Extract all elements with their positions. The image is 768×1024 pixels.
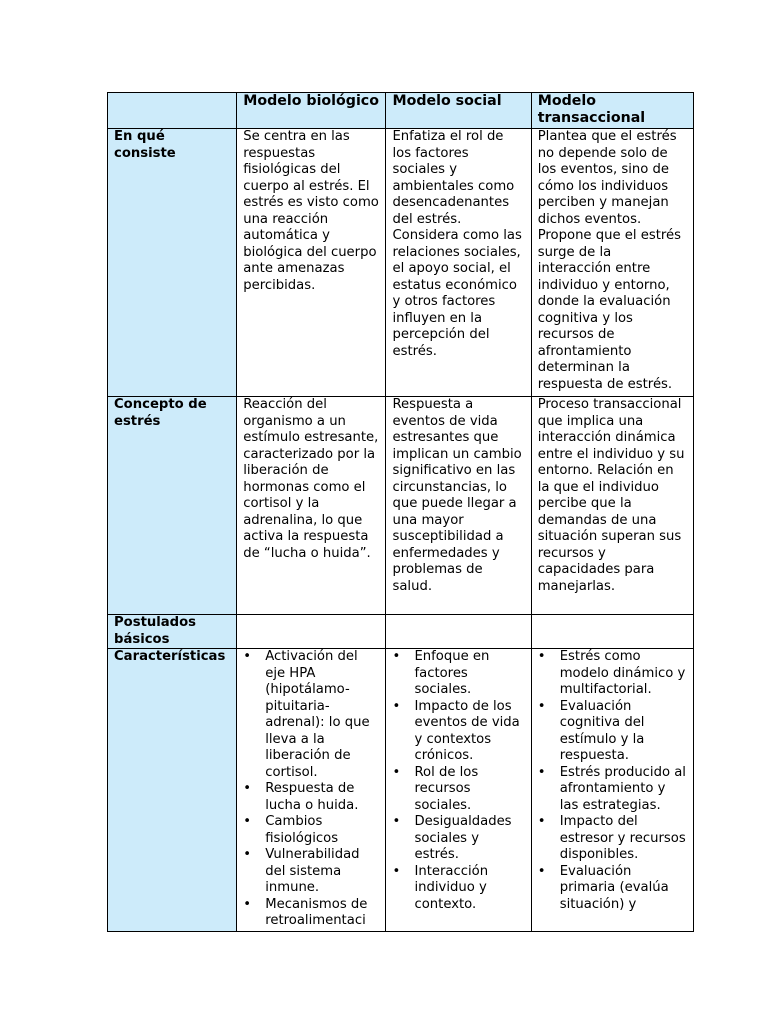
bullet-list — [243, 649, 379, 930]
list-item: • Activación del eje HPA (hipotálamo-pituitaria-adrenal): lo que lleva a la liberación de cortisol. — [265, 649, 379, 781]
list-item: • Rol de los recursos sociales. — [414, 765, 524, 815]
table-cell: Plantea que el estrés no depende solo de los eventos, sino de cómo los individuos perciben y manejan dichos eventos. Propone que el estrés surge de la interacción entre individuo y entorno, donde la evaluación cognitiva y los recursos de afrontamiento determinan la respuesta de estrés. — [531, 129, 693, 397]
table-row — [108, 615, 694, 649]
list-item: • Estrés producido al afrontamiento y las estrategias. — [560, 765, 687, 815]
list-item: • Enfoque en factores sociales. — [414, 649, 524, 699]
list-item: • Impacto del estresor y recursos disponibles. — [560, 814, 687, 864]
bullet-list — [538, 649, 687, 913]
table-header-row — [108, 93, 694, 129]
list-item: • Interacción individuo y contexto. — [414, 864, 524, 914]
header-modelo-social: Modelo social — [386, 93, 531, 129]
table-cell-empty — [531, 615, 693, 649]
list-item: • Cambios fisiológicos — [265, 814, 379, 847]
row-label-concepto-de-estres: Concepto de estrés — [108, 397, 237, 615]
list-item: • Mecanismos de retroalimentaci — [265, 897, 379, 930]
list-item: • Evaluación primaria (evalúa situación) y — [560, 864, 687, 914]
table-cell: Proceso transaccional que implica una interacción dinámica entre el individuo y su entorno. Relación en la que el individuo percibe que la demandas de una situación superan sus recursos y capacidades para manejarlas. — [531, 397, 693, 615]
list-item: • Respuesta de lucha o huida. — [265, 781, 379, 814]
header-cell-empty — [108, 93, 237, 129]
table-cell-empty — [237, 615, 386, 649]
list-item: • Evaluación cognitiva del estímulo y la respuesta. — [560, 699, 687, 765]
row-label-en-que-consiste: En qué consiste — [108, 129, 237, 397]
table-row — [108, 397, 694, 615]
list-item: • Vulnerabilidad del sistema inmune. — [265, 847, 379, 897]
table-row — [108, 649, 694, 932]
list-item: • Estrés como modelo dinámico y multifactorial. — [560, 649, 687, 699]
table-cell-list — [237, 649, 386, 932]
table-cell: Se centra en las respuestas fisiológicas del cuerpo al estrés. El estrés es visto como una reacción automática y biológica del cuerpo ante amenazas percibidas. — [237, 129, 386, 397]
list-item: • Desigualdades sociales y estrés. — [414, 814, 524, 864]
row-label-caracteristicas: Características — [108, 649, 237, 932]
table-cell: Respuesta a eventos de vida estresantes que implican un cambio significativo en las circunstancias, lo que puede llegar a una mayor susceptibilidad a enfermedades y problemas de salud. — [386, 397, 531, 615]
header-modelo-transaccional: Modelo transaccional — [531, 93, 693, 129]
bullet-list — [392, 649, 524, 913]
list-item: • Impacto de los eventos de vida y contextos crónicos. — [414, 699, 524, 765]
row-label-postulados-basicos: Postulados básicos — [108, 615, 237, 649]
table-cell-list — [386, 649, 531, 932]
table-cell-empty — [386, 615, 531, 649]
table-cell: Reacción del organismo a un estímulo estresante, caracterizado por la liberación de hormonas como el cortisol y la adrenalina, lo que activa la respuesta de “lucha o huida”. — [237, 397, 386, 615]
table-cell: Enfatiza el rol de los factores sociales y ambientales como desencadenantes del estrés. Considera como las relaciones sociales, el apoyo social, el estatus económico y otros factores influyen en la percepción del estrés. — [386, 129, 531, 397]
table-cell-list — [531, 649, 693, 932]
stress-models-table — [107, 92, 694, 932]
header-modelo-biologico: Modelo biológico — [237, 93, 386, 129]
table-row — [108, 129, 694, 397]
